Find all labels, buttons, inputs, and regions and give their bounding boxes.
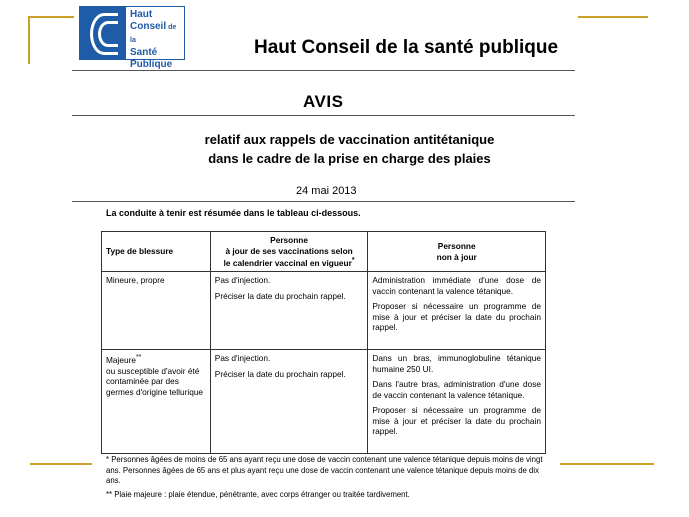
hcsp-logo-mark-icon [80, 7, 126, 59]
table-row [102, 272, 546, 350]
corner-line-top-right [578, 16, 648, 18]
column-header-not-up-to-date: Personne non à jour [368, 232, 546, 272]
cell-type: Mineure, propre [102, 272, 211, 350]
cell-not-up-to-date: Dans un bras, immunoglobuline tétanique humaine 250 UI. Dans l'autre bras, administration d'une dose de vaccin contenant la valence tétanique. Proposer si nécessaire un programme de mise à jour et préciser la date du prochain rappel. [368, 350, 546, 454]
corner-line-top-left-horizontal [28, 16, 74, 18]
column-header-up-to-date: Personne à jour de ses vaccinations selon le calendrier vaccinal en vigueur* [210, 232, 368, 272]
divider-top [72, 70, 575, 71]
footnote-2: ** Plaie majeure : plaie étendue, pénétrante, avec corps étranger ou traitée tardivement. [106, 489, 410, 499]
cell-type: Majeure** ou susceptible d'avoir été contaminée par des germes d'origine tellurique [102, 350, 211, 454]
table-row [102, 350, 546, 454]
corner-line-top-left-vertical [28, 16, 30, 64]
document-type-heading: AVIS [303, 92, 344, 111]
page-title: Haut Conseil de la santé publique [254, 37, 559, 58]
cell-up-to-date: Pas d'injection. Préciser la date du prochain rappel. [210, 272, 368, 350]
document-subtitle-line2: dans le cadre de la prise en charge des plaies [208, 151, 491, 166]
footnotes [106, 455, 554, 500]
cell-not-up-to-date: Administration immédiate d'une dose de vaccin contenant la valence tétanique. Proposer si nécessaire un programme de mise à jour et préciser la date du prochain rappel. [368, 272, 546, 350]
intro-text: La conduite à tenir est résumée dans le tableau ci-dessous. [106, 208, 361, 218]
document-date: 24 mai 2013 [296, 185, 357, 197]
cell-up-to-date: Pas d'injection. Préciser la date du prochain rappel. [210, 350, 368, 454]
divider-avis [72, 115, 575, 116]
corner-line-bottom-left [30, 463, 92, 465]
vaccination-table [101, 231, 546, 454]
table-header-row [102, 232, 546, 272]
document-subtitle-line1: relatif aux rappels de vaccination antitétanique [204, 132, 495, 147]
corner-line-bottom-right [560, 463, 654, 465]
footnote-1: * Personnes âgées de moins de 65 ans ayant reçu une dose de vaccin contenant une valence tétanique depuis moins de vingt ans. Personnes âgées de 65 ans et plus ayant reçu une dose de vaccin contenant une valence tétanique depuis moins de dix ans. [106, 455, 543, 485]
column-header-type: Type de blessure [102, 232, 211, 272]
hcsp-logo [79, 6, 185, 70]
hcsp-logo-text: Haut Conseil de la Santé Publique [130, 9, 177, 70]
divider-date [72, 201, 575, 202]
